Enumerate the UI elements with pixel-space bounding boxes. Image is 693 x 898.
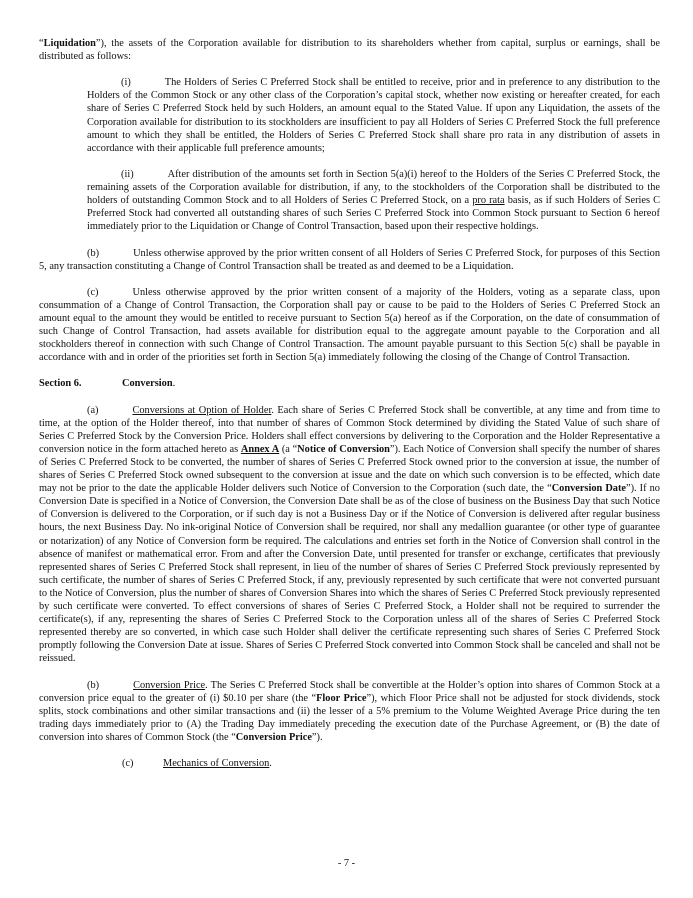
paragraph-number: (a) (87, 404, 99, 416)
paragraph-text: . The Series C Preferred Stock shall be convertible at the Holder’s option into shares of Common Stock at a conversion price equal to the greater of (i) $0.10 per share (the “ (39, 679, 660, 704)
page-number: - 7 - (337, 858, 356, 869)
paragraph-number: (c) (87, 286, 99, 298)
liquidation-intro: “Liquidation”), the assets of the Corporation available for distribution to its shareholders whether from capital, surplus or earnings, shall be distributed as follows: (39, 38, 660, 63)
conversion-price-term: Conversion Price (235, 731, 312, 743)
paragraph-6b (39, 679, 660, 744)
paragraph-text: Unless otherwise approved by the prior written consent of all Holders of Series C Preferred Stock, for purposes of this Section 5, any transaction constituting a Change of Control Transaction shall be treated as and deemed to be a Liquidation. (39, 247, 660, 272)
paragraph-5b (39, 247, 660, 273)
paragraph-text: basis, as if such Holders of Series C Preferred Stock had converted all outstanding shares of such Series C Preferred Stock into Common Stock pursuant to Section 6 hereof immediately prior to the Liquidation or Change of Control Transaction, based upon their respective holdings. (87, 195, 661, 233)
paragraph-number: (b) (87, 679, 100, 691)
paragraph-number: (c) (122, 758, 134, 770)
paragraph-heading: Mechanics of Conversion (163, 758, 270, 770)
paragraph-6a (39, 404, 660, 666)
paragraph-text: Unless otherwise approved by the prior written consent of a majority of the Holders, voting as a separate class, upon consummation of a Change of Control Transaction, the Corporation shall pay or cause to be paid to the Holders of Series C Preferred Stock an amount equal to the amount they would be entitled to receive pursuant to Section 5(a) hereof as if the Corporation, on the date of consummation of such Change of Control Transaction, had assets available for distribution equal to the aggregate amount payable to the Corporation and all stockholders thereof in connection with such Change of Control Transaction. The amount payable pursuant to this Section 5(c) shall be payable in accordance with and in order of the priorities set forth in Section 5(a) immediately following the closing of the Change of Control Transaction. (39, 286, 660, 364)
paragraph-heading: Conversion Price (133, 679, 206, 691)
annex-a-reference: Annex A (240, 443, 280, 455)
paragraph-5c (39, 286, 660, 365)
liquidation-intro-text: ”), the assets of the Corporation available for distribution to its shareholders whether from capital, surplus or earnings, shall be distributed as follows: (39, 38, 660, 63)
section-number: Section 6. (39, 378, 82, 390)
floor-price-term: Floor Price (316, 692, 367, 704)
paragraph-text: (a “ (279, 443, 298, 455)
paragraph-text: ”), which Floor Price shall not be adjusted for stock dividends, stock splits, stock combinations and other similar transactions and (ii) the lesser of a 5% premium to the Volume Weighted Average Price during the ten trading days immediately prior to (A) the Trading Day immediately preceding the execution date of the Purchase Agreement, or (B) the date of conversion into shares of Common Stock (the “ (39, 692, 660, 743)
liquidation-term: Liquidation (43, 38, 96, 49)
paragraph-heading: Conversions at Option of Holder (132, 404, 272, 416)
section-title-period: . (172, 378, 176, 390)
conversion-date-term: Conversion Date (551, 483, 626, 495)
paragraph-5a-ii (39, 168, 660, 233)
paragraph-text: The Holders of Series C Preferred Stock shall be entitled to receive, prior and in preference to any distribution to the Holders of the Common Stock or any other class of the Corporation’s capital stock, whether now existing or hereafter created, for each share of Series C Preferred Stock held by such Holders, an amount equal to the Stated Value. If upon any Liquidation, the assets of the Corporation available for distribution to its stockholders are insufficient to pay all Holders of Series C Preferred Stock the full preference amount to which they shall be entitled, the Holders of Series C Preferred Stock shall share pro rata in any distribution of assets in accordance with their applicable full preference amounts; (87, 77, 660, 154)
paragraph-6c (39, 757, 660, 770)
paragraph-number: (i) (121, 77, 131, 89)
paragraph-text: . Each share of Series C Preferred Stock shall be convertible, at any time and from time to time, at the option of the Holder thereof, into that number of shares of Common Stock determined by dividing the Stated Value of such share of Series C Preferred Stock by the Conversion Price. Holders shall effect conversions by delivering to the Corporation and the Holder Representative a conversion notice in the form attached hereto as (39, 404, 660, 455)
section-title: Conversion (122, 378, 173, 390)
paragraph-text: ”). (311, 731, 323, 743)
paragraph-text: ”). Each Notice of Conversion shall specify the number of shares of Series C Preferred Stock to be converted, the number of shares of Series C Preferred Stock owned prior to the conversion at issue, the number of shares of Series C Preferred Stock owned subsequent to the conversion at issue and the date on which such conversion is to be effected, which date may not be prior to the date the applicable Holder delivers such Notice of Conversion to the Corporation (such date, the “ (39, 443, 660, 495)
pro-rata-term: pro rata (472, 195, 505, 207)
paragraph-number: (b) (87, 247, 100, 259)
paragraph-text: ”). If no Conversion Date is specified in a Notice of Conversion, the Conversion Date shall be as of the close of business on the Business Day that such Notice of Conversion is delivered to the Corporation, or if such day is not a Business Day or if the Notice of Conversion is delivered after regular business hours, the next Business Day. No ink-original Notice of Conversion shall be required, nor shall any medallion guarantee (or other type of guarantee or notarization) of any Notice of Conversion form be required. The calculations and entries set forth in the Notice of Conversion shall control in the absence of manifest or mathematical error. From and after the Conversion Date, until presented for transfer or exchange, certificates that previously represented shares of Series C Preferred Stock shall represent, in lieu of the number of shares of Series C Preferred Stock previously represented by such certificate, the number of shares of Series C Preferred Stock, if any, previously represented by such certificate that were not converted pursuant to the Notice of Conversion, plus the number of shares of Conversion Shares into which the shares of Series C Preferred Stock previously represented by such certificate were converted. To effect conversions of shares of Series C Preferred Stock, a Holder shall not be required to surrender the certificate(s), if any, representing the shares of Series C Preferred Stock to the Corporation unless all of the shares of Series C Preferred Stock represented thereby are so converted, in which case such Holder shall deliver the certificate representing such shares of Series C Preferred Stock promptly following the Conversion Date at issue. Shares of Series C Preferred Stock converted into Common Stock shall be canceled and shall not be reissued. (39, 483, 660, 665)
paragraph-number: (ii) (121, 168, 134, 180)
section-6-heading (39, 377, 660, 390)
notice-of-conversion-term: Notice of Conversion (297, 443, 390, 455)
paragraph-5a-i (39, 76, 660, 155)
paragraph-text: After distribution of the amounts set forth in Section 5(a)(i) hereof to the Holders of the Series C Preferred Stock, the remaining assets of the Corporation available for distribution, if any, to the stockholders of the Corporation shall be distributed to the holders of outstanding Common Stock and to all Holders of Series C Preferred Stock, on a (87, 168, 660, 207)
paragraph-heading-period: . (269, 758, 272, 770)
